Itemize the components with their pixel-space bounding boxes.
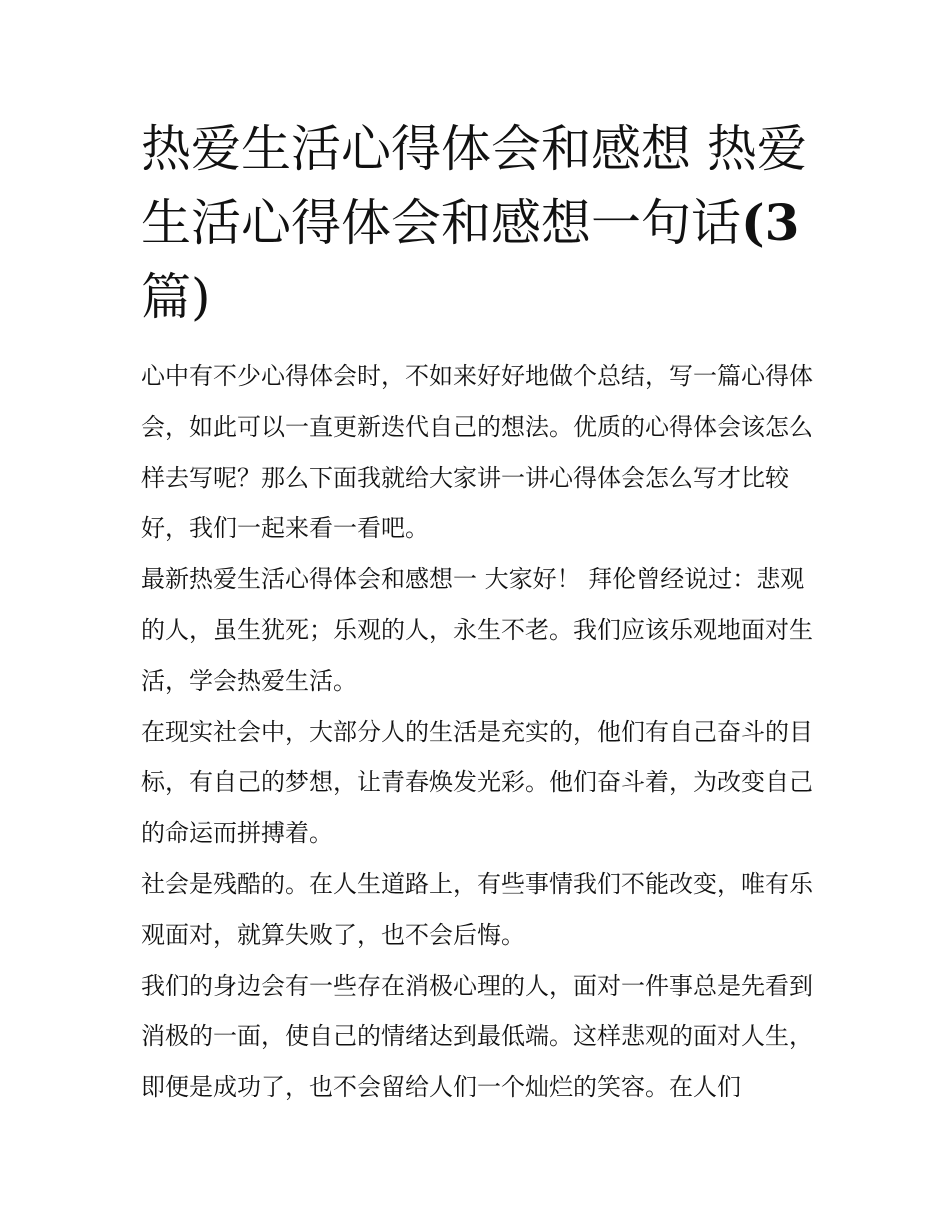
- title-text: 热爱生活心得体会和感想 热爱生活心得体会和感想一句话: [141, 120, 807, 252]
- paragraph-negative-people: 我们的身边会有一些存在消极心理的人，面对一件事总是先看到消极的一面，使自己的情绪达到最低端。这样悲观的面对人生，即便是成功了，也不会留给人们一个灿烂的笑容。在人们: [141, 971, 813, 1102]
- title-suffix: 篇): [141, 268, 211, 326]
- paragraph-society-cruel: 社会是残酷的。在人生道路上，有些事情我们不能改变，唯有乐观面对，就算失败了，也不会后悔。: [141, 869, 813, 949]
- document-body: [141, 112, 815, 1113]
- paragraph-intro: 心中有不少心得体会时，不如来好好地做个总结，写一篇心得体会，如此可以一直更新迭代自己的想法。优质的心得体会该怎么样去写呢？那么下面我就给大家讲一讲心得体会怎么写才比较好，我们一起来看一看吧。: [141, 362, 813, 543]
- paragraph-byron-quote: 最新热爱生活心得体会和感想一 大家好！ 拜伦曾经说过：悲观的人，虽生犹死；乐观的人，永生不老。我们应该乐观地面对生活，学会热爱生活。: [141, 565, 813, 695]
- title-count: (3: [741, 193, 800, 252]
- document-title: [141, 112, 815, 334]
- paragraph-society-reality: 在现实社会中，大部分人的生活是充实的，他们有自己奋斗的目标，有自己的梦想，让青春焕发光彩。他们奋斗着，为改变自己的命运而拼搏着。: [141, 717, 813, 848]
